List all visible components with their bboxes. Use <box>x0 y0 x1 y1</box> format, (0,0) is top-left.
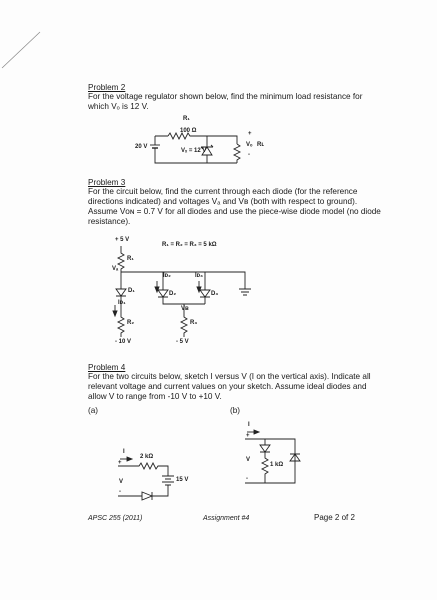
problem2-r1-label: R₁ <box>183 116 190 122</box>
problem4b-minus: - <box>246 476 248 482</box>
problem4b-resistor-label: 1 kΩ <box>270 462 284 468</box>
problem4-line-3: allow V to range from -10 V to +10 V. <box>88 392 222 401</box>
problem4a-i-label: I <box>123 449 125 455</box>
problem4-line-2: relevant voltage and current values on your sketch. Assume ideal diodes and <box>88 382 367 391</box>
problem2-line-1: For the voltage regulator shown below, find the minimum load resistance for <box>88 92 363 101</box>
problem2-minus: - <box>248 152 250 158</box>
problem2-line-2: which Vₒ is 12 V. <box>88 102 149 111</box>
problem3-resistors-label: R₁ = R₂ = R₃ = 5 kΩ <box>162 242 217 248</box>
problem4-line-1: For the two circuits below, sketch I versus V (I on the vertical axis). Indicate all <box>88 372 371 381</box>
problem3-d2-label: D₂ <box>169 291 176 297</box>
problem4b-plus: + <box>246 433 250 439</box>
problem3-vb-label: Vʙ <box>181 306 189 312</box>
problem4b-v-label: V <box>246 457 251 463</box>
problem2-heading: Problem 2 <box>88 83 126 92</box>
problem4a-plus: + <box>118 460 122 466</box>
problem3-plus5-label: + 5 V <box>115 237 130 243</box>
problem3-va-label: Vₐ <box>112 266 119 272</box>
problem2-r1-value: 100 Ω <box>180 128 197 134</box>
footer-assignment: Assignment #4 <box>203 515 250 522</box>
problem2-rl-label: Rʟ <box>257 142 265 148</box>
problem3-minus5-label: - 5 V <box>176 339 189 345</box>
problem4a-resistor-label: 2 kΩ <box>140 454 154 460</box>
problem4b-i-label: I <box>248 422 250 428</box>
problem4a-battery-label: 15 V <box>176 477 189 483</box>
problem2-plus: + <box>248 131 252 137</box>
problem3-id3-label: Iᴅ₃ <box>195 273 203 279</box>
problem3-r3-label: R₃ <box>190 320 198 326</box>
problem3-r2-label: R₂ <box>127 320 134 326</box>
footer-page-number: Page 2 of 2 <box>314 513 355 522</box>
problem3-minus10-label: - 10 V <box>115 339 132 345</box>
problem4a-minus: - <box>119 489 121 495</box>
problem3-r1-label: R₁ <box>127 256 134 262</box>
problem4a-v-label: V <box>119 479 124 485</box>
problem4-part-b-label: (b) <box>230 406 241 415</box>
problem3-d3-label: D₃ <box>211 291 219 297</box>
problem2-zener-label: Vₓ = 12 V <box>181 148 207 154</box>
problem3-line-1: For the circuit below, find the current through each diode (for the reference <box>88 187 358 196</box>
problem3-id1-label: Iᴅ₁ <box>118 300 126 306</box>
problem3-id2-label: Iᴅ₂ <box>163 273 171 279</box>
footer-course: APSC 255 (2011) <box>88 515 143 522</box>
problem4-heading: Problem 4 <box>88 363 126 372</box>
problem3-line-4: resistance). <box>88 217 131 226</box>
problem2-source-label: 20 V <box>135 144 148 150</box>
problem3-heading: Problem 3 <box>88 178 126 187</box>
problem3-line-3: Assume Vᴏɴ = 0.7 V for all diodes and use the piece-wise diode model (no diode <box>88 207 381 216</box>
problem2-vo-label: Vₒ <box>246 142 253 148</box>
problem3-line-2: directions indicated) and voltages Vₐ and Vʙ (both with respect to ground). <box>88 197 358 206</box>
problem3-d1-label: D₁ <box>128 288 135 294</box>
problem4-part-a-label: (a) <box>88 406 99 415</box>
